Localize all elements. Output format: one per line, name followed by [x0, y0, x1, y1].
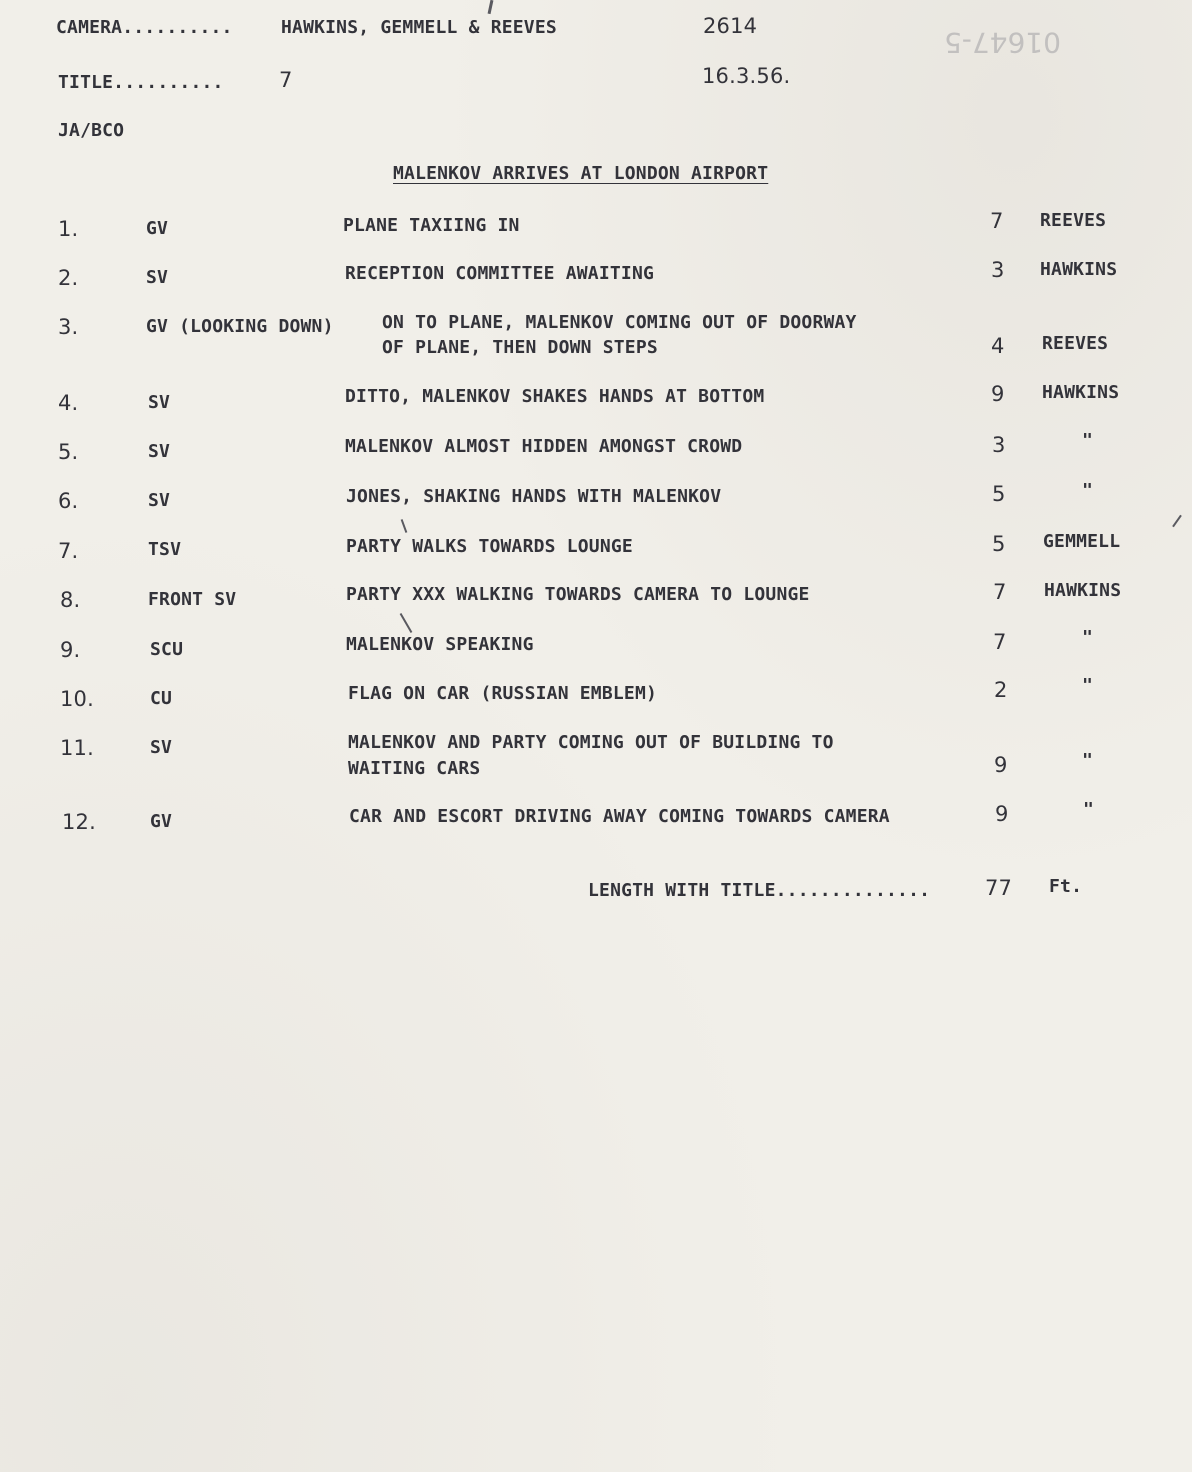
shot-camera: HAWKINS	[1042, 382, 1120, 403]
shot-description: MALENKOV ALMOST HIDDEN AMONGST CROWD	[345, 436, 743, 457]
shot-feet: 5	[992, 482, 1006, 506]
shot-feet: 7	[993, 630, 1007, 654]
title-value: 7	[279, 68, 293, 92]
shot-feet: 7	[993, 580, 1007, 604]
shot-type: SV	[148, 441, 171, 462]
shot-description: JONES, SHAKING HANDS WITH MALENKOV	[346, 486, 722, 507]
shot-type: SV	[148, 392, 171, 413]
shot-feet: 3	[992, 433, 1006, 457]
reference-number: 2614	[703, 14, 758, 38]
length-value: 77	[985, 876, 1013, 900]
shot-camera: HAWKINS	[1040, 259, 1118, 280]
shot-number: 5.	[58, 440, 79, 464]
shot-type: SV	[148, 490, 171, 511]
pencil-mark	[401, 519, 408, 533]
shot-type: TSV	[148, 539, 182, 560]
shot-camera: "	[1082, 480, 1094, 501]
title-label: TITLE..........	[58, 72, 224, 93]
shot-number: 1.	[58, 217, 79, 241]
shot-number: 7.	[58, 539, 79, 563]
shot-number: 11.	[60, 736, 94, 760]
shot-camera: REEVES	[1042, 333, 1109, 354]
shot-type: GV	[150, 811, 173, 832]
shot-feet: 9	[994, 753, 1008, 777]
shot-feet: 9	[991, 382, 1005, 406]
shot-number: 8.	[60, 588, 81, 612]
shot-number: 2.	[58, 266, 79, 290]
shot-description: RECEPTION COMMITTEE AWAITING	[345, 263, 655, 284]
shot-feet: 2	[994, 678, 1008, 702]
length-label: LENGTH WITH TITLE..............	[588, 880, 931, 901]
length-unit: Ft.	[1049, 876, 1083, 897]
shot-feet: 3	[991, 258, 1005, 282]
shot-description: CAR AND ESCORT DRIVING AWAY COMING TOWARDS CAMERA	[349, 806, 890, 827]
shot-number: 10.	[60, 687, 94, 711]
shot-feet: 7	[990, 209, 1004, 233]
document-title: MALENKOV ARRIVES AT LONDON AIRPORT	[393, 163, 769, 184]
shot-type: SV	[146, 267, 169, 288]
shot-description: DITTO, MALENKOV SHAKES HANDS AT BOTTOM	[345, 386, 765, 407]
shot-type: FRONT SV	[148, 589, 237, 610]
ghost-stamp: 01647-5	[944, 26, 1061, 59]
pencil-mark	[400, 613, 413, 633]
shot-description: PLANE TAXIING IN	[343, 215, 520, 236]
shot-camera: "	[1082, 430, 1094, 451]
shot-type: GV (LOOKING DOWN)	[146, 316, 334, 337]
shot-feet: 9	[995, 802, 1009, 826]
shot-camera: "	[1082, 627, 1094, 648]
shot-description-continued: WAITING CARS	[348, 758, 481, 779]
shot-description: ON TO PLANE, MALENKOV COMING OUT OF DOORWAY	[382, 312, 857, 333]
shot-number: 9.	[60, 638, 81, 662]
pencil-mark	[488, 0, 494, 14]
shot-type: SV	[150, 737, 173, 758]
shot-type: SCU	[150, 639, 184, 660]
shot-type: GV	[146, 218, 169, 239]
initials: JA/BCO	[58, 120, 125, 141]
shot-description: FLAG ON CAR (RUSSIAN EMBLEM)	[348, 683, 658, 704]
shot-camera: "	[1083, 799, 1095, 820]
shot-description: PARTY WALKS TOWARDS LOUNGE	[346, 536, 633, 557]
shot-camera: "	[1082, 750, 1094, 771]
shot-number: 12.	[62, 810, 96, 834]
shot-number: 3.	[58, 315, 79, 339]
camera-label: CAMERA..........	[56, 17, 233, 38]
shot-description: MALENKOV AND PARTY COMING OUT OF BUILDING TO	[348, 732, 834, 753]
shot-camera: GEMMELL	[1043, 531, 1121, 552]
shot-number: 4.	[58, 391, 79, 415]
shot-type: CU	[150, 688, 173, 709]
shot-description-continued: OF PLANE, THEN DOWN STEPS	[382, 337, 658, 358]
document-date: 16.3.56.	[702, 64, 791, 88]
shot-feet: 5	[992, 532, 1006, 556]
shot-description: MALENKOV SPEAKING	[346, 634, 534, 655]
pencil-mark	[1172, 515, 1182, 528]
camera-value: HAWKINS, GEMMELL & REEVES	[281, 17, 557, 38]
shot-description: PARTY XXX WALKING TOWARDS CAMERA TO LOUNGE	[346, 584, 810, 605]
shot-number: 6.	[58, 489, 79, 513]
shot-camera: HAWKINS	[1044, 580, 1122, 601]
shot-camera: "	[1082, 675, 1094, 696]
shot-camera: REEVES	[1040, 210, 1107, 231]
shot-feet: 4	[991, 334, 1005, 358]
